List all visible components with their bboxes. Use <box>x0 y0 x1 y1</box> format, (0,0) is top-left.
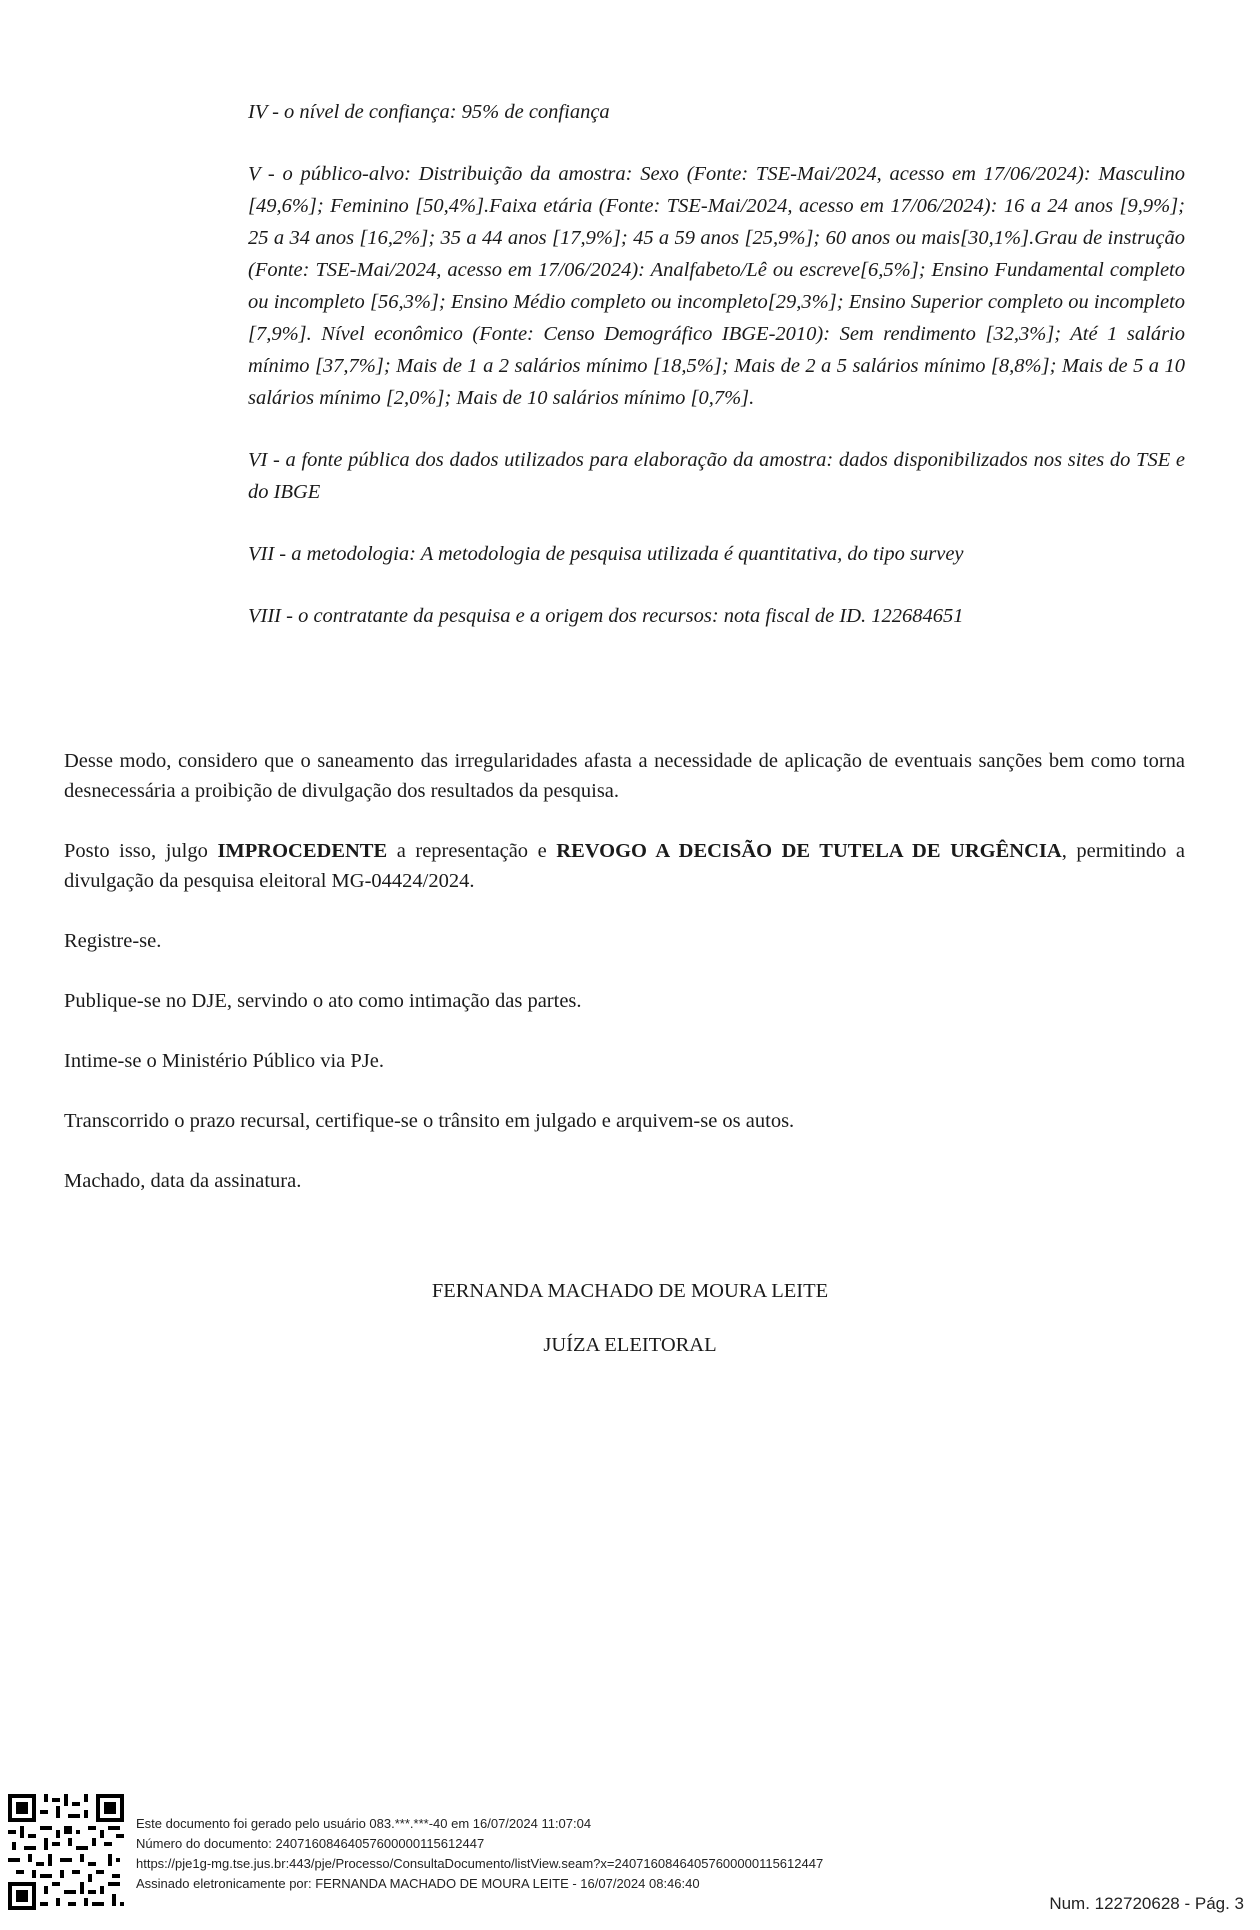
criteria-item-viii: VIII - o contratante da pesquisa e a origem dos recursos: nota fiscal de ID. 122684651 <box>248 605 964 627</box>
footer-metadata <box>136 1814 823 1894</box>
ruling-lead: Posto isso, julgo <box>64 840 218 862</box>
document-footer <box>0 1786 1260 1930</box>
paragraph-transcorrido: Transcorrido o prazo recursal, certifique-se o trânsito em julgado e arquivem-se os autos. <box>64 1110 795 1132</box>
paragraph-intime: Intime-se o Ministério Público via PJe. <box>64 1050 384 1072</box>
paragraph-conclusion: Desse modo, considero que o saneamento das irregularidades afasta a necessidade de aplicação de eventuais sanções bem como torna desnecessária a proibição de divulgação dos resultados da pesquisa. <box>64 750 1185 802</box>
paragraph-publique: Publique-se no DJE, servindo o ato como intimação das partes. <box>64 990 582 1012</box>
criteria-item-vi: VI - a fonte pública dos dados utilizados para elaboração da amostra: dados disponibilizados nos sites do TSE e do IBGE <box>248 449 1185 503</box>
paragraph-registre: Registre-se. <box>64 930 162 952</box>
footer-document-number: Número do documento: 24071608464057600000115612447 <box>136 1836 485 1851</box>
ruling-tail: , permitindo a divulgação da pesquisa eleitoral MG-04424/2024. <box>64 840 1185 892</box>
footer-signed-by: Assinado eletronicamente por: FERNANDA MACHADO DE MOURA LEITE - 16/07/2024 08:46:40 <box>136 1876 700 1891</box>
ruling-revogo: REVOGO A DECISÃO DE TUTELA DE URGÊNCIA <box>556 840 1062 862</box>
ruling-improcedente: IMPROCEDENTE <box>217 840 388 862</box>
footer-generated-by: Este documento foi gerado pelo usuário 083.***.***-40 em 16/07/2024 11:07:04 <box>136 1816 592 1831</box>
criteria-item-iv: IV - o nível de confiança: 95% de confiança <box>248 101 610 123</box>
decision-body <box>64 746 1185 1226</box>
qr-code-icon[interactable] <box>8 1794 124 1910</box>
paragraph-place-date: Machado, data da assinatura. <box>64 1170 302 1192</box>
signature-role: JUÍZA ELEITORAL <box>543 1334 717 1356</box>
criteria-item-vii: VII - a metodologia: A metodologia de pesquisa utilizada é quantitativa, do tipo survey <box>248 543 964 565</box>
ruling-mid: a representação e <box>387 840 557 862</box>
signature-name: FERNANDA MACHADO DE MOURA LEITE <box>431 1280 829 1302</box>
footer-document-url[interactable]: https://pje1g-mg.tse.jus.br:443/pje/Processo/ConsultaDocumento/listView.seam?x=24071608464057600000115612447 <box>136 1856 824 1871</box>
criteria-item-v: V - o público-alvo: Distribuição da amostra: Sexo (Fonte: TSE-Mai/2024, acesso em 17/06/2024): Masculino [49,6%]; Feminino [50,4%].Faixa etária (Fonte: TSE-Mai/2024, acesso em 17/06/2024): 16 a 24 anos [9,9%]; 25 a 34 anos [16,2%]; 35 a 44 anos [17,9%]; 45 a 59 anos [25,9%]; 60 anos ou mais[30,1%].Grau de instrução (Fonte: TSE-Mai/2024, acesso em 17/06/2024): Analfabeto/Lê ou escreve[6,5%]; Ensino Fundamental completo ou incompleto [56,3%]; Ensino Médio completo ou incompleto[29,3%]; Ensino Superior completo ou incompleto [7,9%]. Nível econômico (Fonte: Censo Demográfico IBGE-2010): Sem rendimento [32,3%]; Até 1 salário mínimo [37,7%]; Mais de 1 a 2 salários mínimo [18,5%]; Mais de 2 a 5 salários mínimo [8,8%]; Mais de 5 a 10 salários mínimo [2,0%]; Mais de 10 salários mínimo [0,7%]. <box>248 163 1185 409</box>
paragraph-ruling <box>64 836 1185 896</box>
page-number: Num. 122720628 - Pág. 3 <box>1049 1894 1244 1913</box>
survey-criteria-list <box>248 96 1185 662</box>
